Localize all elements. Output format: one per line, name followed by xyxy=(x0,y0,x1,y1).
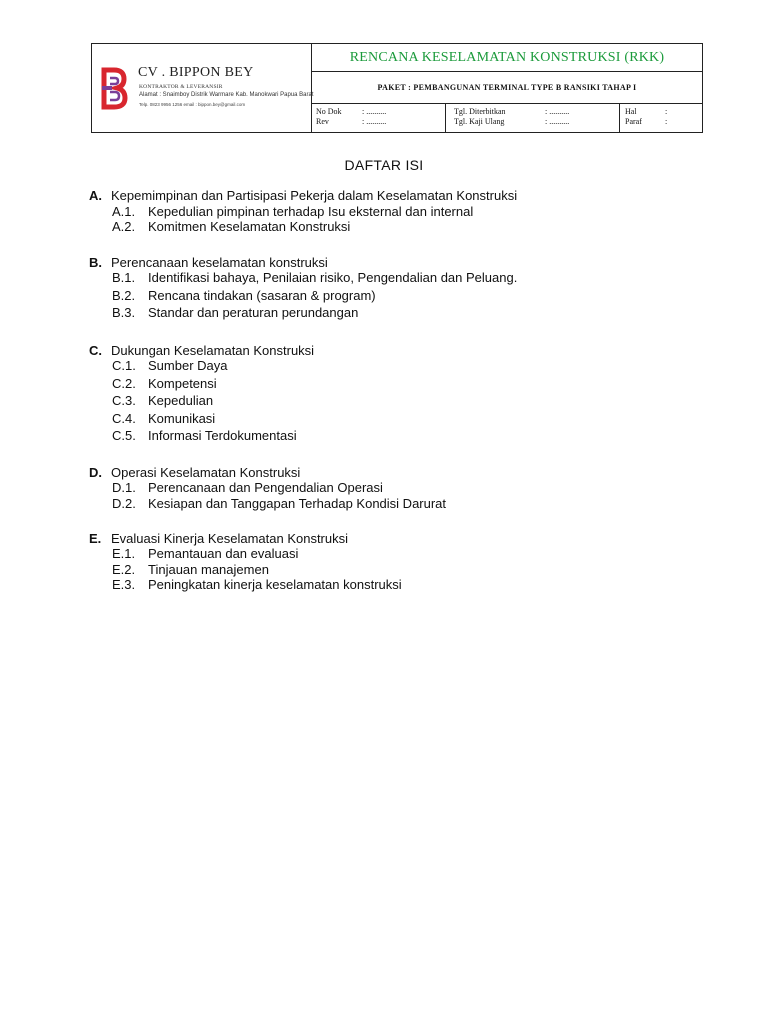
company-address: Alamat : Snaimboy Distrik Warmare Kab. Manokwari Papua Barat xyxy=(139,92,314,98)
rev-label: Rev xyxy=(316,117,329,126)
document-meta-row xyxy=(312,104,702,132)
item-number: B.2. xyxy=(112,288,136,303)
item-text: Perencanaan dan Pengendalian Operasi xyxy=(148,480,383,495)
item-text: Rencana tindakan (sasaran & program) xyxy=(148,288,376,303)
item-number: A.2. xyxy=(112,219,136,234)
toc-heading: DAFTAR ISI xyxy=(344,157,424,173)
item-text: Sumber Daya xyxy=(148,358,228,373)
company-logo-block xyxy=(92,44,312,132)
paket-cell xyxy=(312,72,702,104)
toc-item xyxy=(112,411,215,426)
toc-section-c xyxy=(89,343,314,358)
toc-item xyxy=(112,219,350,234)
no-dok-value: : .......... xyxy=(362,107,387,116)
item-text: Tinjauan manajemen xyxy=(148,562,269,577)
item-number: C.3. xyxy=(112,393,136,408)
section-letter: D. xyxy=(89,465,102,480)
toc-item xyxy=(112,288,376,303)
toc-item xyxy=(112,270,517,285)
item-text: Identifikasi bahaya, Penilaian risiko, Pengendalian dan Peluang. xyxy=(148,270,518,285)
tgl-kaji-ulang-value: : .......... xyxy=(545,117,570,126)
item-number: E.3. xyxy=(112,577,136,592)
item-text: Informasi Terdokumentasi xyxy=(148,428,297,443)
toc-item xyxy=(112,562,269,577)
section-title: Dukungan Keselamatan Konstruksi xyxy=(111,343,315,358)
item-number: B.1. xyxy=(112,270,136,285)
section-letter: A. xyxy=(89,188,102,203)
item-number: D.2. xyxy=(112,496,136,511)
company-contact: Telp. 0823 9956 1256 email : bippon.bey@gmail.com xyxy=(139,102,246,107)
no-dok-label: No Dok xyxy=(316,107,342,116)
company-logo-icon xyxy=(100,66,128,110)
toc-section-b xyxy=(89,255,328,270)
toc-item xyxy=(112,358,227,373)
toc-item xyxy=(112,393,213,408)
section-letter: C. xyxy=(89,343,102,358)
meta-page-col xyxy=(620,104,702,132)
tgl-kaji-ulang-label: Tgl. Kaji Ulang xyxy=(454,117,505,126)
document-header xyxy=(91,43,703,133)
meta-doc-col xyxy=(312,104,446,132)
item-number: D.1. xyxy=(112,480,136,495)
section-title: Operasi Keselamatan Konstruksi xyxy=(111,465,301,480)
item-text: Komunikasi xyxy=(148,411,216,426)
item-text: Kepedulian pimpinan terhadap Isu eksternal dan internal xyxy=(148,204,474,219)
document-title: RENCANA KESELAMATAN KONSTRUKSI (RKK) xyxy=(349,50,665,65)
item-number: C.2. xyxy=(112,376,136,391)
section-title: Perencanaan keselamatan konstruksi xyxy=(111,255,328,270)
toc-item xyxy=(112,480,383,495)
tgl-diterbitkan-value: : .......... xyxy=(545,107,570,116)
section-letter: B. xyxy=(89,255,102,270)
paraf-label: Paraf xyxy=(625,117,642,126)
rev-value: : .......... xyxy=(362,117,387,126)
item-text: Kepedulian xyxy=(148,393,214,408)
item-text: Kompetensi xyxy=(148,376,217,391)
item-number: C.4. xyxy=(112,411,136,426)
tgl-diterbitkan-label: Tgl. Diterbitkan xyxy=(454,107,506,116)
item-number: E.2. xyxy=(112,562,136,577)
item-number: B.3. xyxy=(112,305,136,320)
toc-item xyxy=(112,496,446,511)
toc-item xyxy=(112,376,217,391)
paket-label: PAKET : PEMBANGUNAN TERMINAL TYPE B RANSIKI TAHAP I xyxy=(377,83,637,92)
toc-item xyxy=(112,428,297,443)
toc-item xyxy=(112,305,358,320)
meta-date-col xyxy=(446,104,620,132)
item-text: Komitmen Keselamatan Konstruksi xyxy=(148,219,351,234)
section-title: Evaluasi Kinerja Keselamatan Konstruksi xyxy=(111,531,349,546)
item-number: C.5. xyxy=(112,428,136,443)
hal-label: Hal xyxy=(625,107,637,116)
item-number: C.1. xyxy=(112,358,136,373)
toc-section-d xyxy=(89,465,300,480)
item-text: Pemantauan dan evaluasi xyxy=(148,546,299,561)
item-text: Kesiapan dan Tanggapan Terhadap Kondisi Darurat xyxy=(148,496,447,511)
item-text: Peningkatan kinerja keselamatan konstruksi xyxy=(148,577,402,592)
toc-section-a xyxy=(89,188,517,203)
company-subtitle: KONTRAKTOR & LEVERANSIR xyxy=(139,84,223,90)
section-letter: E. xyxy=(89,531,102,546)
toc-item xyxy=(112,577,402,592)
document-title-cell xyxy=(312,44,702,72)
item-number: E.1. xyxy=(112,546,136,561)
paraf-value: : xyxy=(665,117,668,126)
toc-section-e xyxy=(89,531,348,546)
section-title: Kepemimpinan dan Partisipasi Pekerja dalam Keselamatan Konstruksi xyxy=(111,188,518,203)
toc-item xyxy=(112,546,298,561)
item-text: Standar dan peraturan perundangan xyxy=(148,305,359,320)
company-name: CV . BIPPON BEY xyxy=(138,65,254,80)
item-number: A.1. xyxy=(112,204,136,219)
toc-item xyxy=(112,204,473,219)
hal-value: : xyxy=(665,107,668,116)
